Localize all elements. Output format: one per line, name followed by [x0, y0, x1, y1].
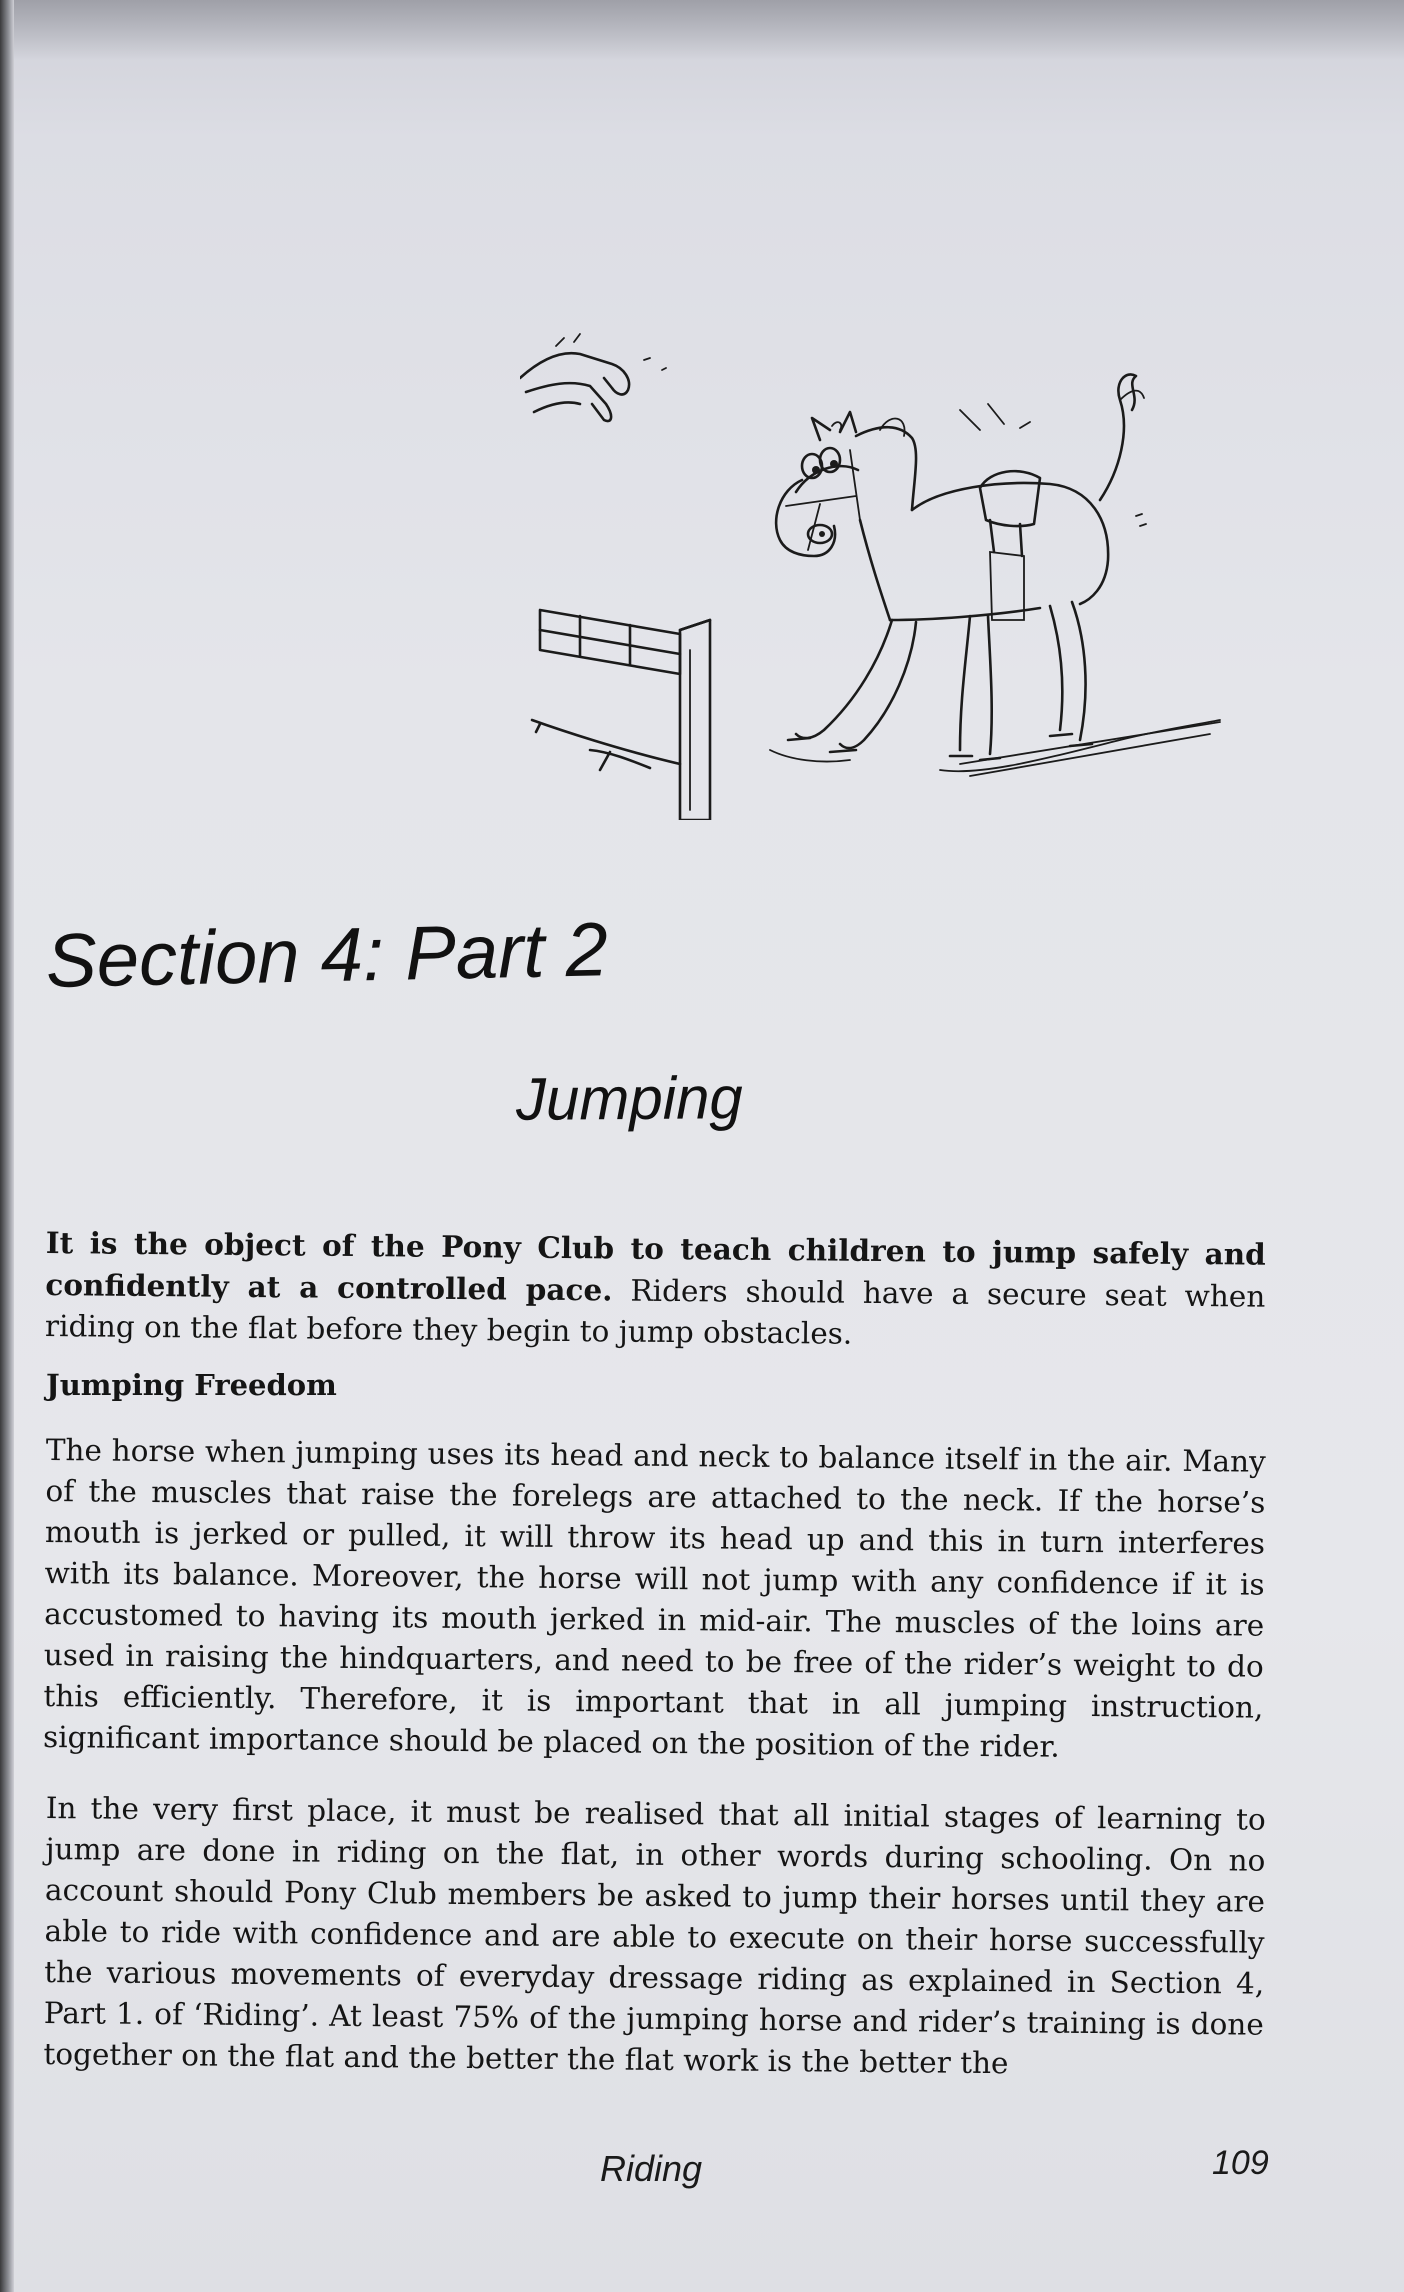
chapter-title: Jumping: [515, 1064, 744, 1133]
paragraph-text: The horse when jumping uses its head and neck to balance itself in the air. Many of the muscles that raise the forelegs are attached to the neck. If the horse’s mouth is jerked or pulled, it will throw its head up and this in turn interferes with its balance. Moreover, the horse will not jump with any confidence if it is accustomed to having its mouth jerked in mid-air. The muscles of the loins are used in raising the hindquarters, and need to be free of the rider’s weight to do this efficiently. Therefore, it is important that in all jumping instruction, significant importance should be placed on the position of the rider.: [42, 1432, 1266, 1764]
intro-lead: It is the object of the Pony Club to teach children to jump safely and confidently at a controlled pace.: [45, 1224, 1266, 1308]
section-heading: Section 4: Part 2: [45, 907, 609, 1004]
paragraph-text: In the very first place, it must be realised that all initial stages of learning to jump are done in riding on the flat, in other words during schooling. On no account should Pony Club members be asked to jump their horses until they are able to ride with confidence and are able to execute on their horse successfully the various movements of everyday dressage riding as explained in Section 4, Part 1. of ‘Riding’. At least 75% of the jumping horse and rider’s training is done together on the flat and the better the flat work is the better the: [43, 1790, 1266, 2081]
running-footer: Riding: [600, 2148, 703, 2189]
pony-refusing-jump-illustration: [520, 320, 1240, 820]
subheading-jumping-freedom: Jumping Freedom: [46, 1368, 337, 1402]
body-paragraph: [43, 1788, 1266, 2087]
page-number: 109: [1212, 2144, 1269, 2182]
body-paragraph: [43, 1430, 1266, 1770]
intro-rest: Riders should have a secure seat when riding on the flat before they begin to jump obstacles.: [44, 1273, 1266, 1351]
hand-drawing: [520, 334, 666, 421]
intro-paragraph: [45, 1222, 1266, 1359]
page-edge: [0, 0, 14, 2292]
jump-fence-drawing: [532, 610, 710, 820]
pony-drawing: [770, 374, 1220, 776]
page-shadow: [0, 0, 1404, 60]
